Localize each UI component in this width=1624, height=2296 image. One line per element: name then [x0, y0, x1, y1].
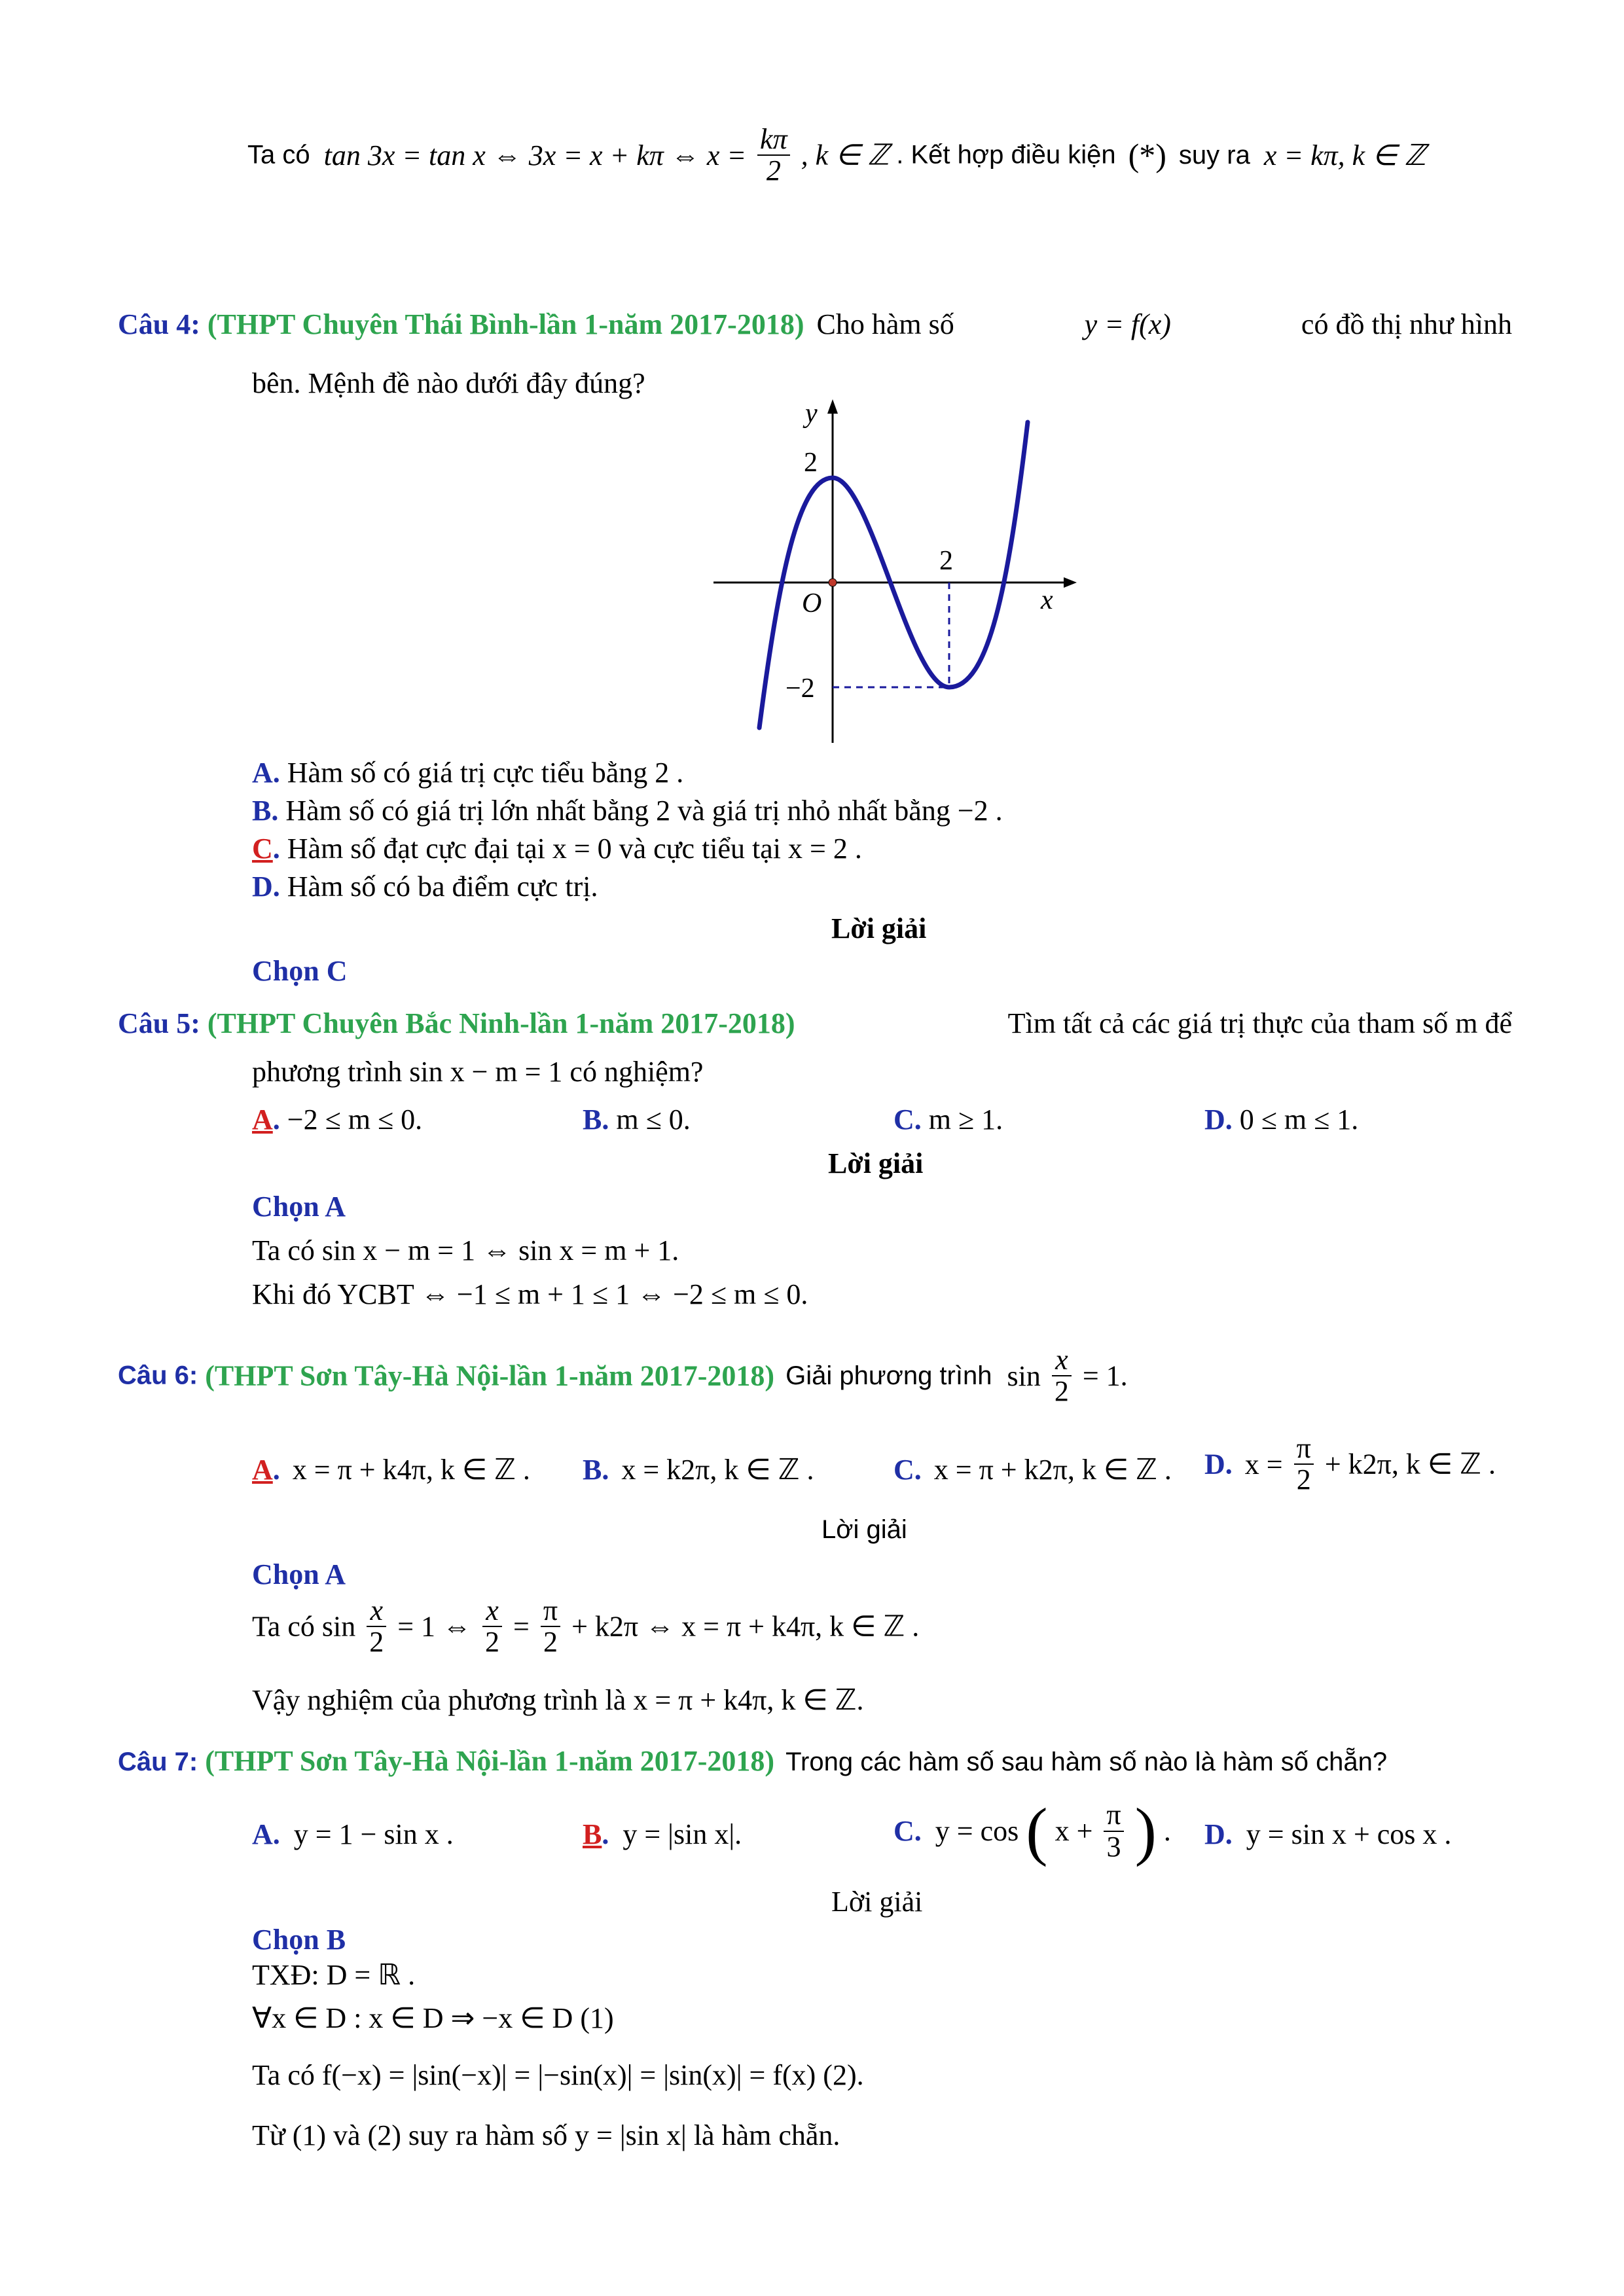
q7-option-c-key: C. — [893, 1815, 922, 1847]
x-axis-arrow-icon — [1064, 577, 1077, 588]
q4-option-a-key: A. — [252, 757, 280, 789]
q6-sol-frac3-num: π — [541, 1596, 560, 1627]
q6-sol-frac3 — [541, 1596, 560, 1657]
q4-func: y = f(x) — [1084, 308, 1171, 340]
q6-option-b-key: B. — [583, 1454, 609, 1486]
q7-option-c-paren-right: ) — [1134, 1795, 1157, 1867]
intro-middle: . Kết hợp điều kiện — [896, 140, 1116, 170]
q7-option-c-paren-left: ( — [1026, 1795, 1048, 1867]
y-axis-arrow-icon — [827, 399, 838, 414]
q7-option-b[interactable] — [583, 1818, 742, 1851]
q6-option-a-text: x = π + k4π, k ∈ ℤ . — [292, 1454, 530, 1486]
q5-line1 — [118, 1007, 1512, 1040]
q7-label: Câu 7: — [118, 1748, 198, 1776]
q4-option-d-key: D. — [252, 870, 280, 903]
q6-frac-den: 2 — [1054, 1375, 1069, 1408]
q4-option-c-text: Hàm số đạt cực đại tại x = 0 và cực tiểu tại x = 2 . — [287, 833, 862, 865]
q7-option-b-key-tail: . — [602, 1818, 609, 1850]
q7-solution-title: Lời giải — [831, 1886, 923, 1918]
q7-option-c-text: . — [1163, 1815, 1171, 1847]
q6-line1 — [118, 1345, 1128, 1417]
q6-sol-frac3-den: 2 — [543, 1626, 558, 1659]
graph-tick-y-top: 2 — [804, 448, 818, 478]
q6-option-b-text: x = k2π, k ∈ ℤ . — [621, 1454, 814, 1486]
q7-option-d-text: y = sin x + cos x . — [1246, 1818, 1452, 1850]
q4-line1 — [118, 308, 1512, 341]
q6-sol-frac1-den: 2 — [369, 1626, 384, 1659]
intro-frac-num: kπ — [757, 124, 790, 156]
q6-sol-frac2-den: 2 — [485, 1626, 500, 1659]
q7-option-b-text: y = |sin x|. — [623, 1818, 742, 1850]
q6-answer: Chọn A — [252, 1558, 346, 1590]
intro-equation: tan 3x = tan x ⇔ 3x = x + kπ ⇔ x = — [323, 139, 747, 171]
q6-sol-pre: Ta có sin — [252, 1610, 356, 1643]
q5-option-d[interactable] — [1204, 1103, 1358, 1136]
q6-option-d-text: + k2π, k ∈ ℤ . — [1324, 1448, 1496, 1480]
q5-option-c-key: C. — [893, 1103, 922, 1136]
q5-option-d-key: D. — [1204, 1103, 1233, 1136]
origin-point — [829, 579, 837, 586]
q6-sol-post: + k2π ⇔ x = π + k4π, k ∈ ℤ . — [571, 1610, 920, 1643]
q7-option-c-frac-num: π — [1104, 1800, 1123, 1831]
graph-y-label: y — [805, 399, 818, 429]
q6-option-d-frac-den: 2 — [1296, 1463, 1311, 1496]
q4-option-b-key: B. — [252, 795, 279, 827]
q7-option-b-key: B — [583, 1818, 602, 1850]
q4-option-c-key: C — [252, 833, 273, 865]
intro-eq-tail: , k ∈ ℤ — [801, 139, 890, 171]
q6-solution-line2: Vậy nghiệm của phương trình là x = π + k4π, k ∈ ℤ. — [252, 1684, 864, 1716]
intro-star: (*) — [1128, 137, 1166, 174]
graph-tick-y-bottom: −2 — [785, 673, 815, 704]
graph-x-label: x — [1041, 585, 1053, 615]
q6-sol-frac1 — [367, 1596, 386, 1657]
q4-option-a[interactable] — [252, 756, 683, 789]
q6-sol-mid2: = — [513, 1610, 530, 1643]
q6-option-a-key: A — [252, 1454, 273, 1486]
q6-option-d-key: D. — [1204, 1448, 1233, 1480]
q6-option-a[interactable] — [252, 1453, 530, 1486]
q6-label: Câu 6: — [118, 1361, 198, 1390]
q7-solution-line1: TXĐ: D = ℝ . — [252, 1959, 416, 1991]
q7-option-c-fraction — [1104, 1800, 1123, 1861]
q6-option-c-text: x = π + k2π, k ∈ ℤ . — [933, 1454, 1172, 1486]
q5-solution-line1: Ta có sin x − m = 1 ⇔ sin x = m + 1. — [252, 1234, 679, 1266]
q6-sol-frac2 — [482, 1596, 502, 1657]
intro-frac-den: 2 — [766, 154, 781, 187]
q5-solution-title: Lời giải — [828, 1147, 924, 1179]
q4-line2: bên. Mệnh đề nào dưới đây đúng? — [252, 367, 645, 399]
q4-graph — [700, 393, 1080, 759]
q5-solution-line2: Khi đó YCBT ⇔ −1 ≤ m + 1 ≤ 1 ⇔ −2 ≤ m ≤ 0. — [252, 1278, 808, 1310]
q5-option-d-text: 0 ≤ m ≤ 1. — [1239, 1103, 1359, 1136]
q4-option-b[interactable] — [252, 794, 1003, 827]
q6-sol-frac1-num: x — [367, 1596, 386, 1627]
q5-option-b-text: m ≤ 0. — [616, 1103, 691, 1136]
q7-option-c-frac-den: 3 — [1106, 1830, 1121, 1863]
q6-source: (THPT Sơn Tây-Hà Nội-lần 1-năm 2017-2018) — [205, 1359, 775, 1392]
q5-option-b[interactable] — [583, 1103, 691, 1136]
q5-option-b-key: B. — [583, 1103, 609, 1136]
q7-text-a: Trong các hàm số sau hàm số nào là hàm số chẵn? — [785, 1748, 1388, 1776]
q5-option-a-key: A — [252, 1103, 273, 1136]
q7-option-a[interactable] — [252, 1818, 454, 1851]
q7-solution-line3: Ta có f(−x) = |sin(−x)| = |−sin(x)| = |sin(x)| = f(x) (2). — [252, 2059, 864, 2091]
q6-option-a-key-tail: . — [272, 1454, 280, 1486]
q4-option-d-text: Hàm số có ba điểm cực trị. — [287, 870, 598, 903]
q6-option-c[interactable] — [893, 1453, 1172, 1486]
q6-option-b[interactable] — [583, 1453, 814, 1486]
q4-option-c[interactable] — [252, 832, 862, 865]
graph-origin-label: O — [802, 588, 822, 619]
q4-answer: Chọn C — [252, 955, 348, 987]
intro-result: x = kπ, k ∈ ℤ — [1263, 139, 1426, 171]
q6-option-c-key: C. — [893, 1454, 922, 1486]
q4-option-a-text: Hàm số có giá trị cực tiểu bằng 2 . — [287, 757, 684, 789]
q7-line1 — [118, 1744, 1387, 1778]
q5-option-a-text: −2 ≤ m ≤ 0. — [287, 1103, 423, 1136]
q5-text-a: Tìm tất cả các giá trị thực của tham số m để — [1007, 1007, 1512, 1039]
q6-eq-post: = 1. — [1082, 1359, 1128, 1392]
q6-option-d-frac-num: π — [1294, 1433, 1314, 1465]
q5-option-a-key-tail: . — [272, 1103, 280, 1136]
graph-tick-x: 2 — [939, 546, 953, 576]
q4-solution-title: Lời giải — [831, 912, 927, 944]
q6-option-d[interactable] — [1204, 1433, 1496, 1505]
q6-sol-mid1: = 1 ⇔ — [397, 1610, 472, 1643]
q5-option-c[interactable] — [893, 1103, 1003, 1136]
q5-option-a[interactable] — [252, 1103, 422, 1136]
q6-text-a: Giải phương trình — [785, 1361, 992, 1390]
q7-source: (THPT Sơn Tây-Hà Nội-lần 1-năm 2017-2018) — [205, 1745, 775, 1777]
q5-label: Câu 5: — [118, 1007, 200, 1039]
q4-label: Câu 4: — [118, 308, 200, 340]
q7-option-c-inner: x + — [1055, 1815, 1093, 1847]
q5-line2: phương trình sin x − m = 1 có nghiệm? — [252, 1056, 704, 1088]
q6-eq-pre: sin — [1007, 1359, 1041, 1392]
intro-suffix: suy ra — [1178, 140, 1250, 170]
q6-solution-line1 — [252, 1596, 919, 1668]
q4-text-b: có đồ thị như hình — [1301, 308, 1512, 340]
q7-option-a-key: A. — [252, 1818, 280, 1850]
intro-fraction — [757, 124, 790, 186]
q7-solution-line4: Từ (1) và (2) suy ra hàm số y = |sin x| là hàm chẵn. — [252, 2119, 840, 2151]
intro-line — [247, 124, 1426, 203]
q6-option-d-fraction — [1294, 1433, 1314, 1495]
q6-frac-num: x — [1052, 1345, 1072, 1376]
q7-option-a-text: y = 1 − sin x . — [293, 1818, 454, 1850]
q6-option-d-pre: x = — [1244, 1448, 1283, 1480]
q4-source: (THPT Chuyên Thái Bình-lần 1-năm 2017-2018) — [207, 308, 804, 340]
q7-option-d[interactable] — [1204, 1818, 1451, 1851]
q4-option-c-key-tail: . — [272, 833, 280, 865]
q4-option-d[interactable] — [252, 870, 598, 903]
q6-solution-title: Lời giải — [821, 1515, 907, 1544]
q4-text-a: Cho hàm số — [816, 308, 954, 340]
q7-solution-line2: ∀x ∈ D : x ∈ D ⇒ −x ∈ D (1) — [252, 2002, 614, 2034]
q5-source: (THPT Chuyên Bắc Ninh-lần 1-năm 2017-2018) — [207, 1007, 795, 1039]
q7-option-d-key: D. — [1204, 1818, 1233, 1850]
q4-option-b-text: Hàm số có giá trị lớn nhất bằng 2 và giá trị nhỏ nhất bằng −2 . — [285, 795, 1003, 827]
intro-prefix: Ta có — [247, 140, 310, 170]
q6-sol-frac2-num: x — [482, 1596, 502, 1627]
q5-answer: Chọn A — [252, 1191, 346, 1223]
q5-option-c-text: m ≥ 1. — [928, 1103, 1003, 1136]
q7-option-c-pre: y = cos — [935, 1815, 1019, 1847]
q7-option-c[interactable] — [893, 1793, 1171, 1872]
q6-fraction — [1052, 1345, 1072, 1407]
q7-answer: Chọn B — [252, 1924, 346, 1956]
